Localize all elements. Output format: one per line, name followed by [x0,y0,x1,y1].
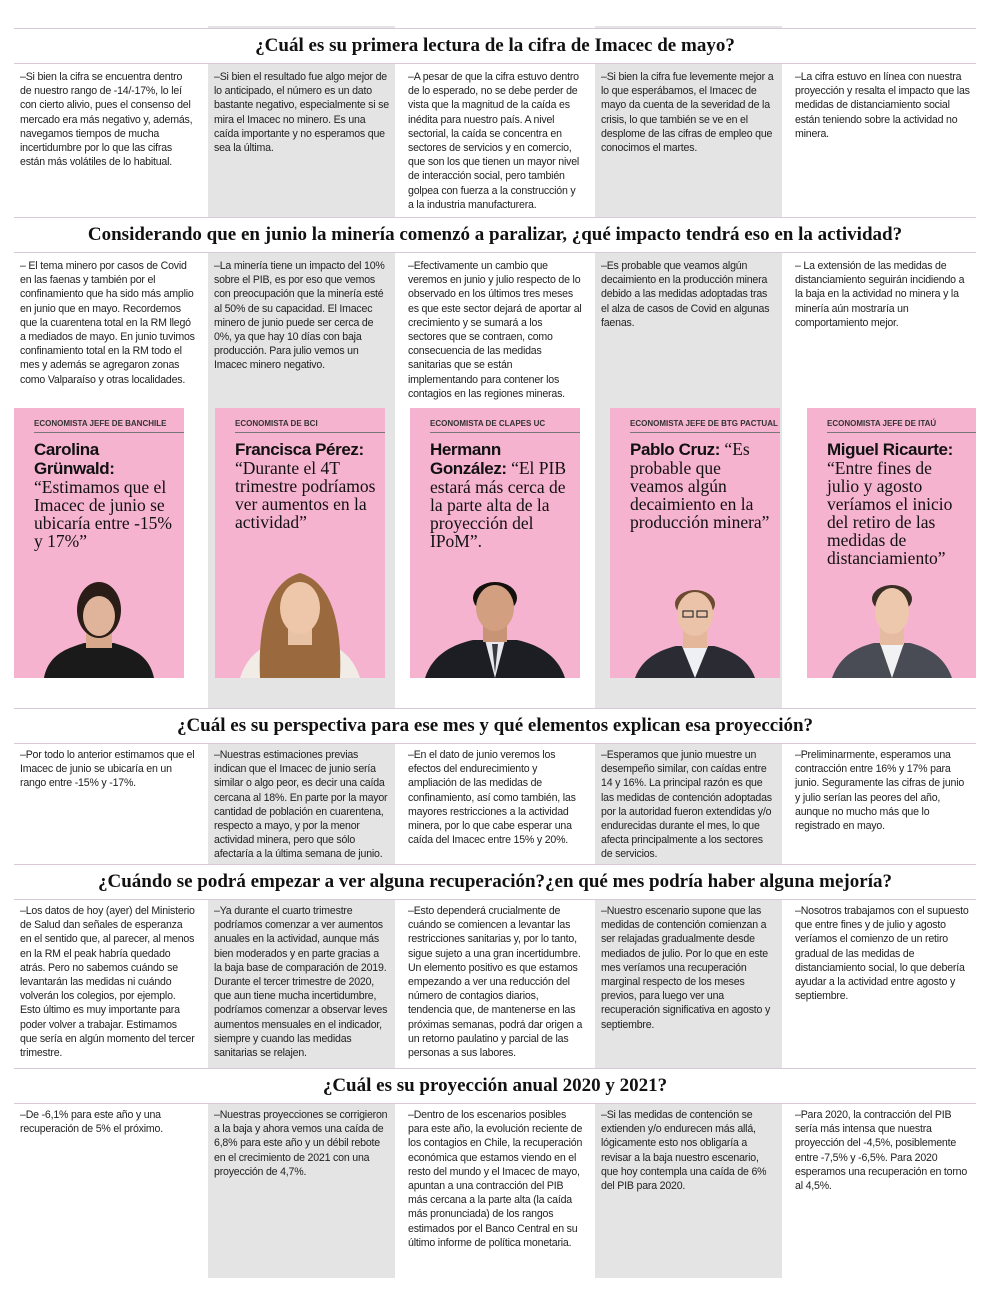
answer-text: –Nuestras estimaciones previas indican que el Imacec de junio sería similar o algo peor, es decir una caída cercana al 18%. En parte por la mayor cantidad de población en cuarentena, respecto a mayo, y por la menor actividad minera, pero que sólo afectaría a la última semana de junio. [214,749,388,861]
divider [34,432,184,433]
economist-role: ECONOMISTA DE BCI [235,419,318,428]
economist-role: ECONOMISTA JEFE DE ITAÚ [827,419,937,428]
answer-text: –Nosotros trabajamos con el supuesto que entre fines y de julio y agosto veríamos el comienzo de un retiro gradual de las medidas de distanciamiento social, lo que debería ayudar a la actividad entre agosto y septiembre. [795,905,969,1003]
question-4-heading: ¿Cuándo se podrá empezar a ver alguna recuperación?¿en qué mes podría haber alguna mejoría? [14,864,976,900]
answer-text: –A pesar de que la cifra estuvo dentro de lo esperado, no se debe perder de vista que la magnitud de la caída es inédita para nuestro país. A nivel sectorial, la caída se concentra en sectores de servicios y en comercio, que son los que tienen un mayor nivel de interacción social, pero también golpea con fuerza a la construcción y a la industria manufacturera. [408,71,580,211]
answer-text: –Si bien la cifra se encuentra dentro de nuestro rango de -14/-17%, lo leí con cierto alivio, pues el consenso del mercado era más negativo y, además, navegamos tiempos de mucha incertidumbre por lo que las cifras están más volátiles de lo habitual. [20,71,193,169]
economist-name: Miguel Ricaurte: [827,440,953,459]
economist-quote: “El PIB estará más cerca de la parte alta de la proyección del IPoM”. [430,458,566,551]
profile-quote [430,440,572,550]
answer-text: –Esto dependerá crucialmente de cuándo se comiencen a levantar las restricciones sanitarias y, por lo tanto, sigue sujeto a una gran incertidumbre. Un elemento positivo es que estamos empezando a ver una reducción del número de contagios diarios, tendencia que, de mantenerse en las próximas semanas, podrá dar origen a un retorno paulatino y parcial de las personas a sus labores. [408,905,583,1060]
economist-name: Hermann González: [430,440,507,478]
newspaper-page [14,26,976,1278]
answer-text: –Para 2020, la contracción del PIB sería más intensa que nuestra proyección del -4,5%, posiblemente entre -7,5% y -6,5%. Para 2020 esperamos una recuperación en torno al 4,5%. [795,1109,968,1193]
profile-card [14,408,184,678]
answer-text: –Nuestras proyecciones se corrigieron a la baja y ahora vemos una caída de 6,8% para este año y un débil rebote en el crecimiento de 2021 con una proyección de 4,7%. [214,1109,388,1178]
profile-card [807,408,976,678]
economist-name: Carolina Grünwald: [34,440,115,478]
answer-text: –Efectivamente un cambio que veremos en junio y julio respecto de lo observado en los últimos tres meses es que este sector dejará de aportar al crecimiento y se sumará a los sectores que se contraen, como consecuencia de las medidas sanitarias que se están implementando para contener los contagios en las regiones mineras. [408,260,582,400]
answer-text: – La extensión de las medidas de distanciamiento seguirán incidiendo a la baja en la actividad no minera y la minería aún mostraría un comportamiento mejor. [795,260,965,329]
profile-quote [827,440,968,567]
economist-quote: “Estimamos que el Imacec de junio se ubicaría entre -15% y 17%” [34,477,172,551]
answer-text: –Si bien el resultado fue algo mejor de lo anticipado, el número es un dato bastante negativo, especialmente si se mira el Imacec no minero. Es una caída importante y no esperamos que sea la última. [214,71,389,155]
portrait-photo [24,578,174,678]
profile-card [610,408,780,678]
question-3-heading: ¿Cuál es su perspectiva para ese mes y qué elementos explican esa proyección? [14,708,976,744]
profile-card [215,408,385,678]
answer-text: –Si bien la cifra fue levemente mejor a lo que esperábamos, el Imacec de mayo da cuenta de la severidad de la crisis, lo que también se ve en el desplome de las cifras de empleo que conocimos el martes. [601,71,774,155]
answer-text: –Por todo lo anterior estimamos que el Imacec de junio se ubicaría en un rango entre -15% y -17%. [20,749,195,790]
economist-role: ECONOMISTA JEFE DE BANCHILE [34,419,167,428]
question-2-heading: Considerando que en junio la minería comenzó a paralizar, ¿qué impacto tendrá eso en la actividad? [14,217,976,253]
answer-text: –De -6,1% para este año y una recuperación de 5% el próximo. [20,1109,163,1136]
profile-quote [630,440,772,531]
portrait-photo [415,568,575,678]
economist-name: Pablo Cruz: [630,440,721,459]
profile-quote [34,440,176,550]
answer-text: –En el dato de junio veremos los efectos del endurecimiento y ampliación de las medidas de confinamiento, así como también, las mayores restricciones a la actividad minera, por lo que cabe esperar una caída del Imacec entre 15% y 20%. [408,749,576,847]
answer-text: –Esperamos que junio muestre un desempeño similar, con caídas entre 14 y 16%. La principal razón es que las medidas de contención adoptadas por la autoridad fueron extendidas y/o endurecidas durante el mes, lo que afecta principalmente a los sectores de servicios. [601,749,772,861]
answer-text: –La minería tiene un impacto del 10% sobre el PIB, es por eso que vemos con preocupación que la minería esté al 50% de su capacidad. El Imacec minero de junio puede ser cerca de 0%, ya que hay 10 días con baja producción. Para julio vemos un Imacec minero negativo. [214,260,385,372]
answer-text: –Nuestro escenario supone que las medidas de contención comienzan a ser relajadas gradualmente desde mediados de julio. Por lo que en este mes veríamos una recuperación marginal respecto de los meses previos, para luego ver una recuperación significativa en agosto y septiembre. [601,905,771,1031]
profile-card [410,408,580,678]
economist-quote: “Es probable que veamos algún decaimiento en la producción minera” [630,439,770,532]
answer-text: –Dentro de los escenarios posibles para este año, la evolución reciente de los contagios en Chile, la recuperación económica que estamos viendo en el resto del mundo y el Imacec de mayo, apuntan a una contracción del PIB más cercana a la parte alta (la caída más pronunciada) de los rangos estimados por el Banco Central en su último informe de política monetaria. [408,1109,583,1249]
economist-role: ECONOMISTA DE CLAPES UC [430,419,546,428]
divider [430,432,580,433]
economist-name: Francisca Pérez: [235,440,364,459]
answer-text: –Los datos de hoy (ayer) del Ministerio de Salud dan señales de esperanza en el sentido que, al parecer, al menos en la RM el peak habría quedado atrás. Pero no sabemos cuándo se levantarán las medidas ni cuándo volverán los colegios, por ejemplo. Esto último es muy importante para poder volver a trabajar. Estimamos que sería en algún momento del tercer trimestre. [20,905,195,1060]
divider [630,432,780,433]
profile-row [14,408,976,678]
answer-text: –Es probable que veamos algún decaimiento en la producción minera debido a las medidas adoptadas tras el alza de casos de Covid en algunas faenas. [601,260,770,329]
economist-quote: “Durante el 4T trimestre podríamos ver aumentos en la actividad” [235,458,376,532]
question-5-heading: ¿Cuál es su proyección anual 2020 y 2021? [14,1068,976,1104]
divider [827,432,976,433]
portrait-photo [620,578,770,678]
economist-role: ECONOMISTA JEFE DE BTG PACTUAL [630,419,778,428]
economist-quote: “Entre fines de julio y agosto veríamos el inicio del retiro de las medidas de distanciamiento” [827,458,953,568]
divider [235,432,385,433]
portrait-photo [822,573,962,678]
answer-text: – El tema minero por casos de Covid en las faenas y también por el confinamiento que ha sido más amplio en junio que en mayo. Recordemos que la cuarentena total en la RM llegó a mediados de mayo. En junio tuvimos confinamiento total en la RM todo el mes y además se agregaron zonas como Valparaíso y otras localidades. [20,260,195,386]
profile-quote [235,440,377,531]
portrait-photo [220,563,380,678]
answer-text: –Si las medidas de contención se extienden y/o endurecen más allá, lógicamente esto nos obligaría a revisar a la baja nuestro escenario, que hoy contempla una caída de 6% del PIB para 2020. [601,1109,767,1193]
answer-text: –La cifra estuvo en línea con nuestra proyección y resalta el impacto que las medidas de distanciamiento social están teniendo sobre la actividad no minera. [795,71,970,140]
answer-text: –Ya durante el cuarto trimestre podríamos comenzar a ver aumentos anuales en la actividad, aunque más bien moderados y en parte gracias a la baja base de comparación de 2019. Durante el tercer trimestre de 2020, que aun tiene mucha incertidumbre, podríamos comenzar a observar leves aumentos mensuales en el indicador, siempre y cuando las medidas sanitarias se relajen. [214,905,388,1060]
answer-text: –Preliminarmente, esperamos una contracción entre 16% y 17% para junio. Seguramente las cifras de junio y julio serían las peores del año, aunque no mucho más que lo registrado en mayo. [795,749,965,833]
question-1-heading: ¿Cuál es su primera lectura de la cifra de Imacec de mayo? [14,28,976,64]
